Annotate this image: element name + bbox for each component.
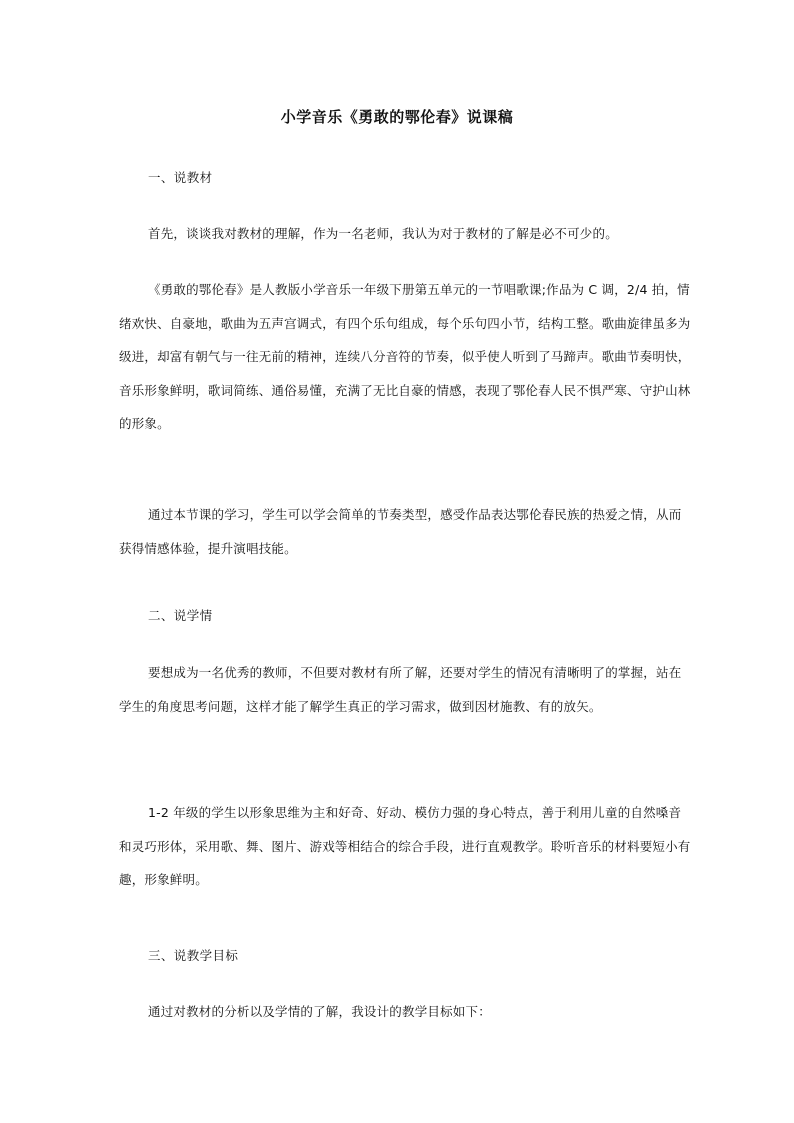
paragraph: 1-2 年级的学生以形象思维为主和好奇、好动、模仿力强的身心特点，善于利用儿童的自然嗓音和灵巧形体，采用歌、舞、图片、游戏等相结合的综合手段，进行直观教学。聆听音乐的材料要短小有趣，形象鲜明。 — [119, 805, 691, 887]
section-heading-student-situation: 二、说学情 — [148, 608, 213, 623]
paragraph: 首先，谈谈我对教材的理解，作为一名老师，我认为对于教材的了解是必不可少的。 — [148, 226, 618, 241]
section-heading-teaching-material: 一、说教材 — [148, 170, 213, 185]
paragraph: 通过本节课的学习，学生可以学会简单的节奏类型，感受作品表达鄂伦春民族的热爱之情，从而获得情感体验，提升演唱技能。 — [119, 507, 682, 556]
paragraph: 通过对教材的分析以及学情的了解，我设计的教学目标如下： — [148, 1004, 491, 1019]
document-title: 小学音乐《勇敢的鄂伦春》说课稿 — [280, 108, 514, 126]
paragraph: 《勇敢的鄂伦春》是人教版小学音乐一年级下册第五单元的一节唱歌课;作品为 C 调，2/4 拍，情绪欢快、自豪地，歌曲为五声宫调式，有四个乐句组成，每个乐句四小节，结构工整。歌曲旋律虽多为级进，却富有朝气与一往无前的精神，连续八分音符的节奏，似乎使人听到了马蹄声。歌曲节奏明快，音乐形象鲜明，歌词简练、通俗易懂，充满了无比自豪的情感，表现了鄂伦春人民不惧严寒、守护山林的形象。 — [119, 282, 691, 431]
paragraph: 要想成为一名优秀的教师，不但要对教材有所了解，还要对学生的情况有清晰明了的掌握，站在学生的角度思考问题，这样才能了解学生真正的学习需求，做到因材施教、有的放矢。 — [119, 665, 682, 714]
section-heading-teaching-goals: 三、说教学目标 — [148, 948, 239, 963]
